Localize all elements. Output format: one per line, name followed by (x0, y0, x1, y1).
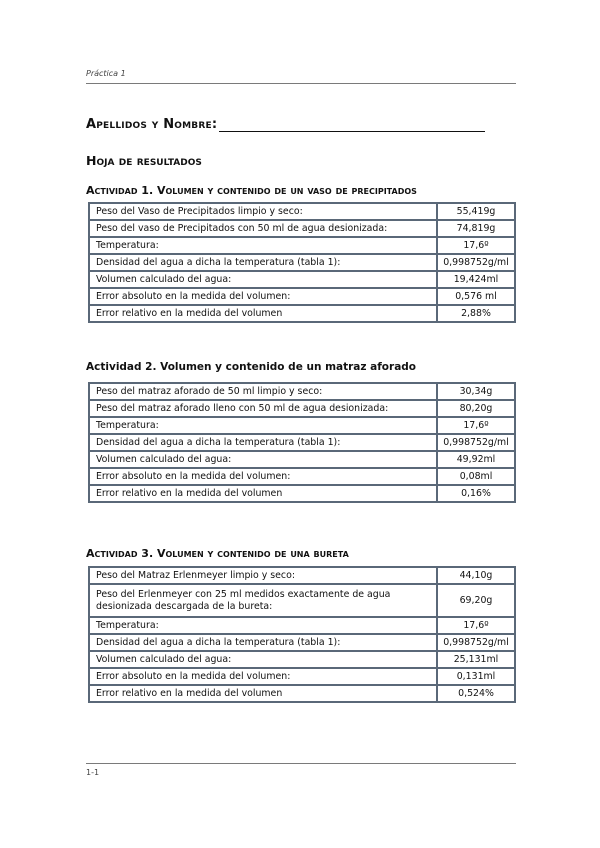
table-row (89, 305, 515, 322)
table-row (89, 203, 515, 220)
row-value: 0,16% (437, 485, 515, 502)
row-value: 44,10g (437, 567, 515, 584)
table-row (89, 617, 515, 634)
table-row (89, 634, 515, 651)
table-row (89, 434, 515, 451)
activity-3-title: Actividad 3. Volumen y contenido de una bureta (86, 547, 349, 560)
activity-1-table (88, 202, 516, 323)
table-row (89, 288, 515, 305)
table-row (89, 584, 515, 617)
name-label: Apellidos y Nombre: (86, 117, 218, 132)
row-label: Peso del matraz aforado lleno con 50 ml de agua desionizada: (89, 400, 437, 417)
table-row (89, 567, 515, 584)
page-number: 1-1 (86, 768, 100, 777)
table-row (89, 383, 515, 400)
activity-1-title: Actividad 1. Volumen y contenido de un vaso de precipitados (86, 184, 417, 197)
row-value: 0,131ml (437, 668, 515, 685)
row-label: Temperatura: (89, 417, 437, 434)
table-row (89, 668, 515, 685)
table-row (89, 468, 515, 485)
row-value: 17,6º (437, 417, 515, 434)
running-header: Práctica 1 (86, 69, 126, 78)
row-label: Temperatura: (89, 617, 437, 634)
row-value: 30,34g (437, 383, 515, 400)
row-value: 0,998752g/ml (437, 254, 515, 271)
table-row (89, 417, 515, 434)
row-label: Error relativo en la medida del volumen (89, 485, 437, 502)
table-row (89, 451, 515, 468)
row-label: Volumen calculado del agua: (89, 651, 437, 668)
activity-3-table (88, 566, 516, 703)
row-label: Error absoluto en la medida del volumen: (89, 668, 437, 685)
row-value: 0,998752g/ml (437, 434, 515, 451)
row-value: 2,88% (437, 305, 515, 322)
row-label: Error absoluto en la medida del volumen: (89, 288, 437, 305)
row-value: 49,92ml (437, 451, 515, 468)
name-blank-line[interactable] (219, 117, 485, 132)
row-value: 17,6º (437, 617, 515, 634)
table-row (89, 237, 515, 254)
row-label: Densidad del agua a dicha la temperatura (tabla 1): (89, 634, 437, 651)
row-label: Temperatura: (89, 237, 437, 254)
row-label: Error absoluto en la medida del volumen: (89, 468, 437, 485)
table-row (89, 254, 515, 271)
row-value: 19,424ml (437, 271, 515, 288)
row-label: Volumen calculado del agua: (89, 451, 437, 468)
row-label: Densidad del agua a dicha la temperatura (tabla 1): (89, 254, 437, 271)
table-row (89, 685, 515, 702)
row-label: Volumen calculado del agua: (89, 271, 437, 288)
row-label: Peso del vaso de Precipitados con 50 ml de agua desionizada: (89, 220, 437, 237)
table-row (89, 485, 515, 502)
activity-2-title: Actividad 2. Volumen y contenido de un matraz aforado (86, 361, 417, 373)
row-value: 69,20g (437, 584, 515, 617)
row-label: Error relativo en la medida del volumen (89, 685, 437, 702)
table-row (89, 400, 515, 417)
row-label: Peso del Matraz Erlenmeyer limpio y seco: (89, 567, 437, 584)
row-value: 80,20g (437, 400, 515, 417)
row-value: 0,998752g/ml (437, 634, 515, 651)
row-label: Peso del matraz aforado de 50 ml limpio y seco: (89, 383, 437, 400)
footer-rule (86, 763, 516, 764)
results-heading: Hoja de resultados (86, 153, 202, 168)
row-label: Densidad del agua a dicha la temperatura (tabla 1): (89, 434, 437, 451)
row-value: 0,524% (437, 685, 515, 702)
header-rule (86, 83, 516, 84)
row-value: 17,6º (437, 237, 515, 254)
name-field (86, 117, 485, 132)
row-label: Peso del Erlenmeyer con 25 ml medidos exactamente de agua desionizada descargada de la bureta: (89, 584, 437, 617)
row-value: 55,419g (437, 203, 515, 220)
table-row (89, 651, 515, 668)
row-value: 74,819g (437, 220, 515, 237)
row-value: 0,08ml (437, 468, 515, 485)
table-row (89, 220, 515, 237)
row-value: 0,576 ml (437, 288, 515, 305)
table-row (89, 271, 515, 288)
row-label: Peso del Vaso de Precipitados limpio y seco: (89, 203, 437, 220)
row-value: 25,131ml (437, 651, 515, 668)
row-label: Error relativo en la medida del volumen (89, 305, 437, 322)
activity-2-table (88, 382, 516, 503)
